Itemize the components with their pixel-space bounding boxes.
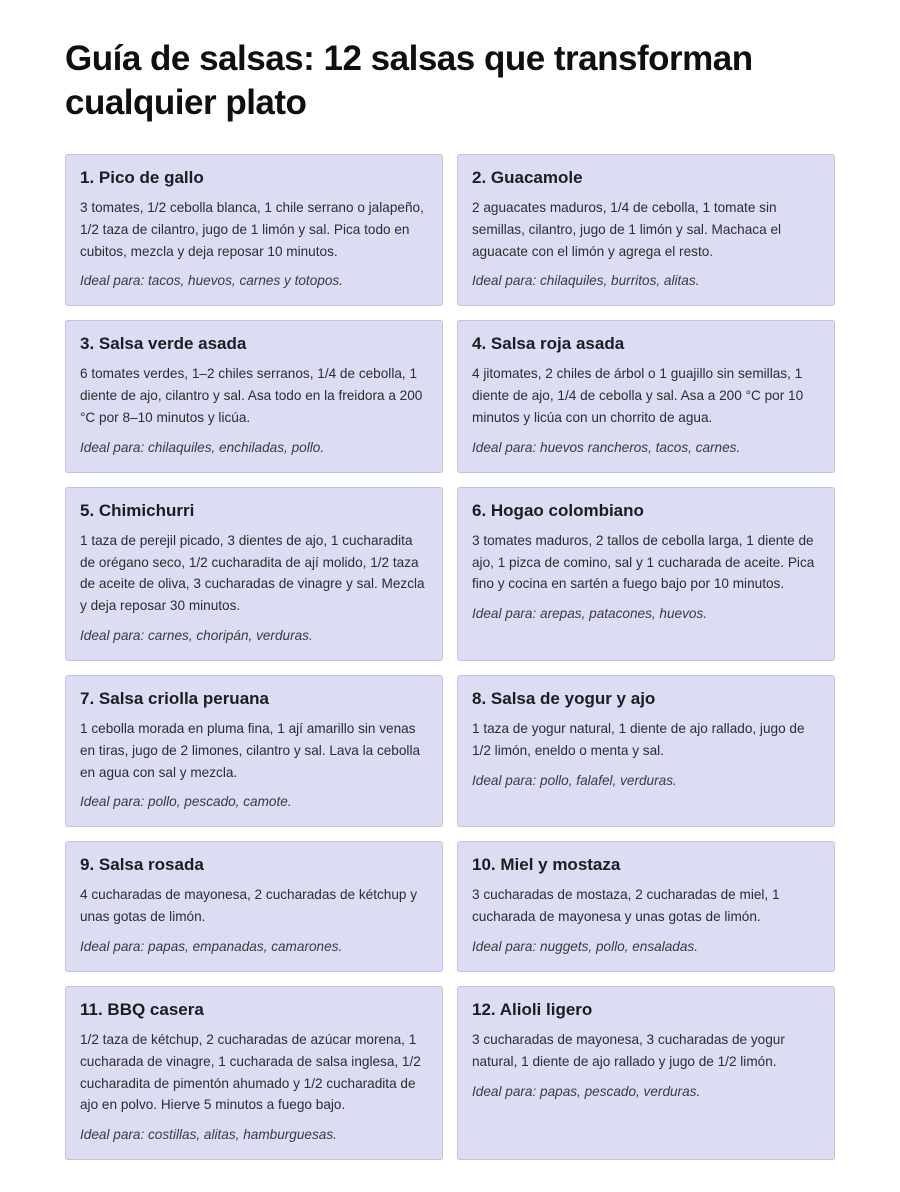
sauce-card-ideal-for: Ideal para: pollo, pescado, camote. (80, 794, 292, 810)
sauce-card-recipe: 3 cucharadas de mostaza, 2 cucharadas de miel, 1 cucharada de mayonesa y unas gotas de limón. (472, 887, 780, 925)
sauce-card (457, 986, 835, 1160)
sauce-card (65, 154, 443, 306)
sauce-card-title: 6. Hogao colombiano (472, 500, 644, 520)
sauce-card-recipe: 3 tomates, 1/2 cebolla blanca, 1 chile serrano o jalapeño, 1/2 taza de cilantro, jugo de 1 limón y sal. Pica todo en cubitos, mezcla y deja reposar 10 minutos. (80, 200, 424, 259)
sauce-card-recipe: 1 cebolla morada en pluma fina, 1 ají amarillo sin venas en tiras, jugo de 2 limones, cilantro y sal. Lava la cebolla en agua con sal y mezcla. (80, 720, 421, 780)
sauce-card-title: 8. Salsa de yogur y ajo (472, 688, 656, 708)
sauce-card-title: 9. Salsa rosada (80, 855, 204, 875)
sauce-grid (65, 154, 835, 1160)
sauce-card-title: 12. Alioli ligero (472, 999, 593, 1019)
sauce-card-ideal-for: Ideal para: pollo, falafel, verduras. (472, 772, 677, 788)
sauce-card-title: 3. Salsa verde asada (80, 334, 247, 354)
sauce-card-recipe: 3 cucharadas de mayonesa, 3 cucharadas de yogur natural, 1 diente de ajo rallado y jugo de 1/2 limón. (472, 1031, 785, 1069)
sauce-card-recipe: 4 jitomates, 2 chiles de árbol o 1 guajillo sin semillas, 1 diente de ajo, 1/4 de cebolla y sal. Asa a 200 °C por 10 minutos y licúa con un chorrito de agua. (472, 366, 804, 425)
sauce-card-recipe: 1/2 taza de kétchup, 2 cucharadas de azúcar morena, 1 cucharada de vinagre, 1 cucharada de salsa inglesa, 1/2 cucharadita de pimentón ahumado y 1/2 cucharadita de ajo en polvo. Hierve 5 minutos a fuego bajo. (80, 1031, 421, 1113)
sauce-card (65, 675, 443, 827)
sauce-card-ideal-for: Ideal para: chilaquiles, burritos, alitas. (472, 273, 700, 289)
sauce-card-recipe: 1 taza de perejil picado, 3 dientes de ajo, 1 cucharadita de orégano seco, 1/2 cucharadita de ají molido, 1/2 taza de aceite de oliva, 3 cucharadas de vinagre y sal. Mezcla y deja reposar 30 minutos. (80, 532, 425, 614)
sauce-card-title: 7. Salsa criolla peruana (80, 688, 269, 708)
sauce-card (65, 841, 443, 972)
sauce-card (457, 154, 835, 306)
sauce-card (457, 675, 835, 827)
sauce-card-recipe: 2 aguacates maduros, 1/4 de cebolla, 1 tomate sin semillas, cilantro, jugo de 1 limón y sal. Machaca el aguacate con el limón y agrega el resto. (472, 200, 782, 259)
sauce-card-ideal-for: Ideal para: chilaquiles, enchiladas, pollo. (80, 439, 325, 455)
sauce-card-recipe: 3 tomates maduros, 2 tallos de cebolla larga, 1 diente de ajo, 1 pizca de comino, sal y 1 cucharada de aceite. Pica fino y cocina en sartén a fuego bajo por 10 minutos. (472, 532, 815, 592)
sauce-card-title: 11. BBQ casera (80, 999, 204, 1019)
sauce-card-title: 2. Guacamole (472, 168, 583, 187)
sauce-card (65, 487, 443, 661)
sauce-card (65, 320, 443, 472)
sauce-card-ideal-for: Ideal para: papas, empanadas, camarones. (80, 938, 343, 954)
sauce-card-title: 1. Pico de gallo (80, 168, 204, 187)
page-title: Guía de salsas: 12 salsas que transforman cualquier plato (65, 39, 753, 122)
sauce-card (457, 841, 835, 972)
sauce-card-ideal-for: Ideal para: arepas, patacones, huevos. (472, 606, 708, 622)
sauce-card-ideal-for: Ideal para: tacos, huevos, carnes y totopos. (80, 273, 343, 289)
sauce-card (457, 487, 835, 661)
sauce-card-title: 4. Salsa roja asada (472, 334, 625, 354)
sauce-card-ideal-for: Ideal para: nuggets, pollo, ensaladas. (472, 938, 698, 954)
sauce-card-ideal-for: Ideal para: carnes, choripán, verduras. (80, 627, 313, 643)
sauce-card-ideal-for: Ideal para: papas, pescado, verduras. (472, 1083, 701, 1099)
sauce-card-recipe: 1 taza de yogur natural, 1 diente de ajo rallado, jugo de 1/2 limón, eneldo o menta y sal. (472, 720, 805, 758)
sauce-card-ideal-for: Ideal para: huevos rancheros, tacos, carnes. (472, 439, 741, 455)
sauce-card-recipe: 6 tomates verdes, 1–2 chiles serranos, 1/4 de cebolla, 1 diente de ajo, cilantro y sal. Asa todo en la freidora a 200 °C por 8–10 minutos y licúa. (80, 366, 423, 425)
sauce-card-recipe: 4 cucharadas de mayonesa, 2 cucharadas de kétchup y unas gotas de limón. (80, 887, 418, 925)
sauce-card-ideal-for: Ideal para: costillas, alitas, hamburguesas. (80, 1127, 337, 1143)
sauce-card-title: 5. Chimichurri (80, 500, 195, 520)
sauce-card (457, 320, 835, 472)
sauce-card (65, 986, 443, 1160)
sauce-card-title: 10. Miel y mostaza (472, 855, 621, 875)
